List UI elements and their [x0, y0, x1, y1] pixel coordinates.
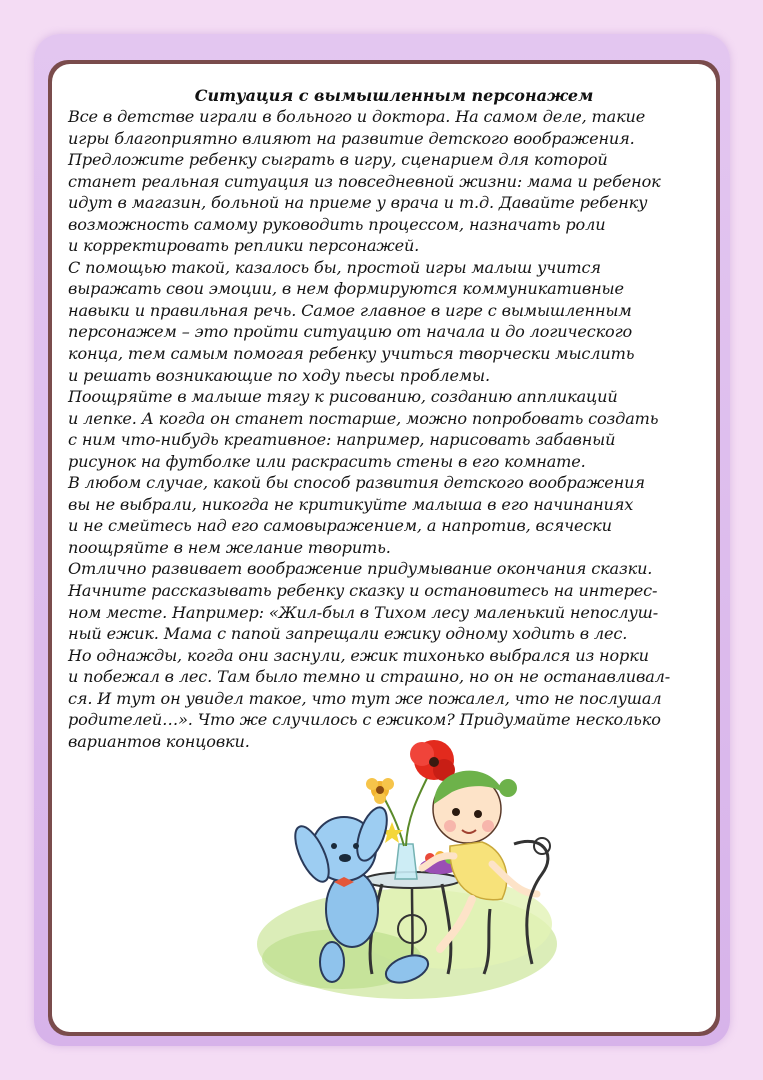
text-line: Все в детстве играли в больного и доктора. На самом деле, такие	[68, 107, 646, 126]
text-line: станет реальная ситуация из повседневной жизни: мама и ребенок	[68, 171, 661, 191]
text-line: поощряйте в нем желание творить.	[68, 537, 391, 557]
text-line: вы не выбрали, никогда не критикуйте малыша в его начинаниях	[68, 494, 634, 514]
text-line: рисунок на футболке или раскрасить стены в его комнате.	[68, 451, 586, 471]
text-line: В любом случае, какой бы способ развития детского воображения	[68, 473, 645, 493]
text-line: персонажем – это пройти ситуацию от начала и до логического	[68, 322, 633, 342]
text-line: ся. И тут он увидел такое, что тут же пожалел, что не послушал	[68, 688, 662, 708]
text-line: Отлично развивает воображение придумывание окончания сказки.	[68, 559, 653, 579]
text-line: идут в магазин, больной на приеме у врача и т.д. Давайте ребенку	[68, 193, 648, 213]
text-line: игры благоприятно влияют на развитие детского воображения.	[68, 128, 635, 148]
text-line: родителей…». Что же случилось с ежиком? Придумайте несколько	[68, 710, 661, 730]
text-line: с ним что-нибудь креативное: например, нарисовать забавный	[68, 430, 616, 450]
text-line: и лепке. А когда он станет постарше, можно попробовать создать	[68, 408, 659, 428]
body-text	[68, 106, 712, 752]
children-playing-illustration	[222, 734, 582, 1014]
text-line: и корректировать реплики персонажей.	[68, 236, 420, 256]
text-line: С помощью такой, казалось бы, простой игры малыш учится	[68, 257, 601, 277]
text-line: ном месте. Например: «Жил-был в Тихом лесу маленький непослуш-	[68, 602, 659, 622]
text-line: и решать возникающие по ходу пьесы проблемы.	[68, 365, 490, 385]
text-line: Но однажды, когда они заснули, ежик тихонько выбрался из норки	[68, 645, 649, 665]
text-line: конца, тем самым помогая ребенку учиться творчески мыслить	[68, 344, 635, 364]
text-line: навыки и правильная речь. Самое главное в игре с вымышленным	[68, 300, 632, 320]
text-line: выражать свои эмоции, в нем формируются коммуникативные	[68, 279, 624, 299]
page-sheet	[52, 64, 716, 1032]
text-line: и побежал в лес. Там было темно и страшно, но он не останавливал-	[68, 667, 671, 687]
text-line: вариантов концовки.	[68, 731, 250, 751]
text-line: Поощряйте в малыше тягу к рисованию, созданию аппликаций	[68, 387, 618, 407]
page-title: Ситуация с вымышленным персонажем	[194, 86, 594, 105]
text-line: ный ежик. Мама с папой запрещали ежику одному ходить в лес.	[68, 624, 628, 644]
text-line: и не смейтесь над его самовыражением, а напротив, всячески	[68, 516, 612, 536]
text-line: Предложите ребенку сыграть в игру, сценарием для которой	[68, 150, 608, 170]
text-line: Начните рассказывать ребенку сказку и остановитесь на интерес-	[68, 581, 658, 601]
text-line: возможность самому руководить процессом, назначать роли	[68, 214, 606, 234]
